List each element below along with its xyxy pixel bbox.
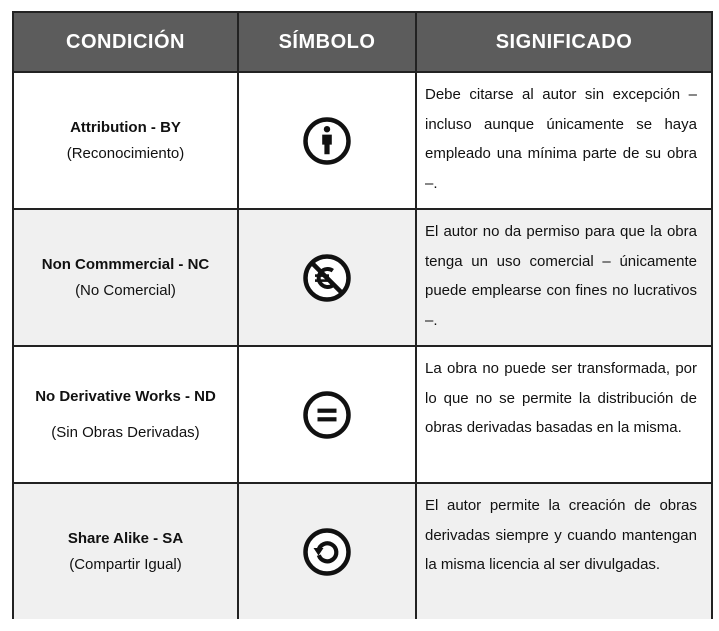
license-conditions-table bbox=[12, 11, 713, 619]
symbol-cell bbox=[239, 210, 417, 345]
header-meaning: SIGNIFICADO bbox=[495, 30, 633, 53]
table-row bbox=[14, 73, 711, 210]
condition-name: Share Alike - SA bbox=[67, 529, 184, 547]
condition-name: Attribution - BY bbox=[70, 118, 181, 136]
meaning-cell bbox=[417, 484, 711, 619]
no-derivatives-icon bbox=[302, 390, 352, 440]
meaning-cell bbox=[417, 210, 711, 345]
symbol-cell bbox=[239, 347, 417, 482]
condition-cell bbox=[14, 210, 239, 345]
condition-name: No Derivative Works - ND bbox=[35, 387, 216, 405]
condition-cell bbox=[14, 347, 239, 482]
condition-name: Non Commmercial - NC bbox=[41, 255, 210, 273]
non-commercial-icon bbox=[302, 253, 352, 303]
condition-spanish: (No Comercial) bbox=[75, 281, 176, 299]
condition-cell bbox=[14, 484, 239, 619]
share-alike-icon bbox=[302, 527, 352, 577]
condition-spanish: (Compartir Igual) bbox=[69, 555, 182, 573]
header-condition: CONDICIÓN bbox=[14, 13, 239, 71]
table-row bbox=[14, 347, 711, 484]
meaning-text: El autor permite la creación de obras derivadas siempre y cuando mantengan la misma licencia al ser divulgadas. bbox=[425, 497, 697, 573]
symbol-cell bbox=[239, 484, 417, 619]
symbol-cell bbox=[239, 73, 417, 208]
condition-cell bbox=[14, 73, 239, 208]
header-symbol: SÍMBOLO bbox=[239, 13, 417, 71]
condition-spanish: (Sin Obras Derivadas) bbox=[51, 423, 200, 441]
meaning-text: La obra no puede ser transformada, por lo que no se permite la distribución de obras derivadas basadas en la misma. bbox=[425, 360, 697, 436]
meaning-text: Debe citarse al autor sin excepción – incluso aunque únicamente se haya empleado una mínima parte de su obra –. bbox=[425, 86, 697, 192]
meaning-cell bbox=[417, 347, 711, 482]
table-header bbox=[14, 13, 711, 73]
attribution-icon bbox=[302, 116, 352, 166]
condition-spanish: (Reconocimiento) bbox=[66, 144, 185, 162]
table-row bbox=[14, 484, 711, 619]
meaning-cell bbox=[417, 73, 711, 208]
meaning-text: El autor no da permiso para que la obra tenga un uso comercial – únicamente puede emplearse con fines no lucrativos –. bbox=[425, 223, 697, 329]
table-row bbox=[14, 210, 711, 347]
